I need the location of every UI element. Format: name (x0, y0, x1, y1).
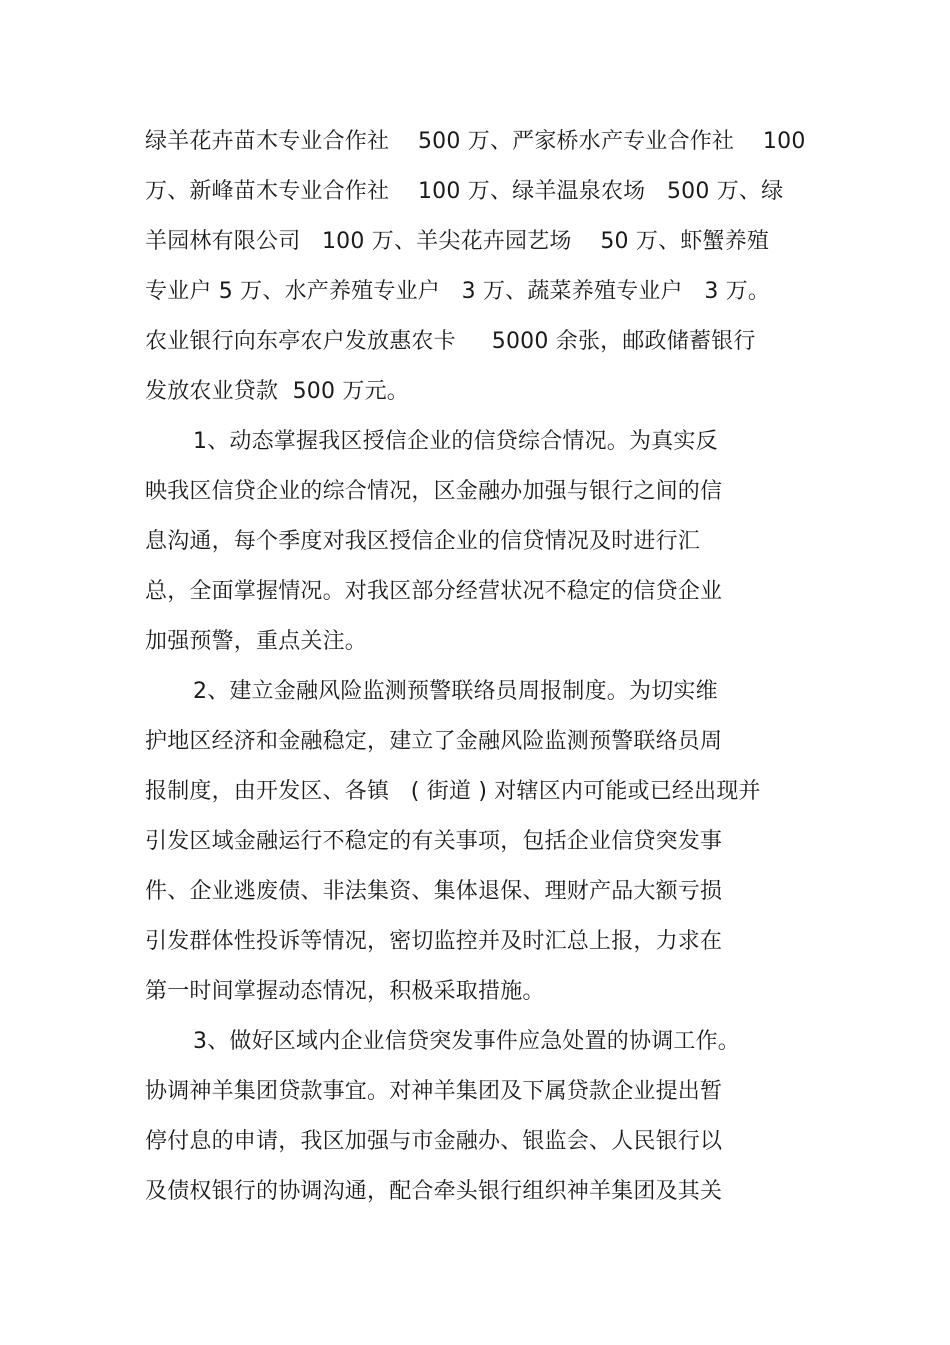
text-line: 专业户 5 万、水产养殖专业户 3 万、蔬菜养殖专业户 3 万。 (145, 279, 771, 304)
text-line: 护地区经济和金融稳定，建立了金融风险监测预警联络员周 (145, 729, 723, 754)
text-line: 绿羊花卉苗木专业合作社 500 万、严家桥水产专业合作社 100 (145, 129, 806, 154)
paragraph-heading: 1、动态掌握我区授信企业的信贷综合情况。为真实反 (193, 429, 718, 454)
text-line: 总，全面掌握情况。对我区部分经营状况不稳定的信贷企业 (145, 579, 723, 604)
text-line: 息沟通，每个季度对我区授信企业的信贷情况及时进行汇 (145, 529, 701, 554)
text-line: 农业银行向东亭农户发放惠农卡 5000 余张，邮政储蓄银行 (145, 329, 756, 354)
text-line: 报制度，由开发区、各镇 ( 街道 ) 对辖区内可能或已经出现并 (145, 779, 761, 804)
text-line: 引发区域金融运行不稳定的有关事项，包括企业信贷突发事 (145, 829, 723, 854)
text-line: 件、企业逃废债、非法集资、集体退保、理财产品大额亏损 (145, 879, 723, 904)
text-line: 及债权银行的协调沟通，配合牵头银行组织神羊集团及其关 (145, 1179, 723, 1204)
text-line: 第一时间掌握动态情况，积极采取措施。 (145, 979, 545, 1004)
text-line: 羊园林有限公司 100 万、羊尖花卉园艺场 50 万、虾蟹养殖 (145, 229, 770, 254)
text-line: 停付息的申请，我区加强与市金融办、银监会、人民银行以 (145, 1129, 723, 1154)
text-line: 发放农业贷款 500 万元。 (145, 379, 409, 404)
paragraph-heading: 3、做好区域内企业信贷突发事件应急处置的协调工作。 (193, 1029, 740, 1054)
text-line: 引发群体性投诉等情况，密切监控并及时汇总上报，力求在 (145, 929, 723, 954)
text-line: 协调神羊集团贷款事宜。对神羊集团及下属贷款企业提出暂 (145, 1079, 723, 1104)
text-line: 万、新峰苗木专业合作社 100 万、绿羊温泉农场 500 万、绿 (145, 179, 784, 204)
text-line: 映我区信贷企业的综合情况，区金融办加强与银行之间的信 (145, 479, 723, 504)
text-line: 加强预警，重点关注。 (145, 629, 368, 654)
paragraph-heading: 2、建立金融风险监测预警联络员周报制度。为切实维 (193, 679, 718, 704)
